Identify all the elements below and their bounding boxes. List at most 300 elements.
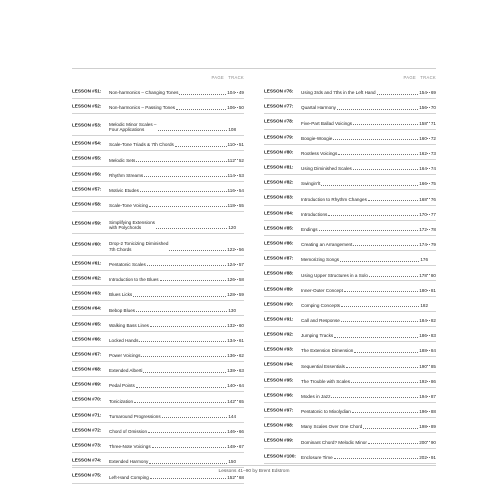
lesson-title: Creating an Arrangement	[301, 242, 353, 248]
page-number: 184	[419, 318, 427, 324]
track-number: 62	[238, 353, 244, 359]
page-number: 130	[228, 307, 236, 313]
lesson-number: LESSON #70:	[72, 396, 102, 402]
toc-entry	[109, 308, 244, 313]
toc-entry	[109, 122, 244, 133]
lesson-title: The Extension Dimension	[301, 348, 354, 354]
toc-row	[72, 136, 244, 151]
toc-entry	[301, 242, 436, 247]
lesson-number: LESSON #96:	[264, 392, 294, 398]
lesson-number: LESSON #58:	[72, 201, 102, 207]
lesson-number: LESSON #53:	[72, 122, 102, 128]
leader-dots	[353, 169, 418, 170]
toc-entry	[301, 455, 436, 460]
page-number: 104	[227, 90, 235, 96]
page-number: 116	[227, 188, 235, 194]
toc-row	[264, 190, 436, 205]
left-column	[72, 74, 244, 484]
toc-entry	[301, 333, 436, 338]
track-number: 50	[238, 105, 244, 111]
track-number: 87	[430, 394, 436, 400]
lesson-number: LESSON #77:	[264, 103, 294, 109]
page-number: 138	[227, 368, 235, 374]
track-number: 55	[238, 203, 244, 209]
toc-row	[72, 256, 244, 271]
toc-row	[72, 438, 244, 453]
track-number: 53	[238, 172, 244, 178]
toc-row	[264, 114, 436, 129]
leader-dots	[319, 230, 419, 231]
leader-dots	[368, 443, 418, 444]
toc-row	[72, 347, 244, 362]
lesson-title: Extended Harmony	[109, 459, 149, 465]
lesson-number: LESSON #84:	[264, 209, 294, 215]
leader-dots	[136, 161, 226, 162]
lesson-number: LESSON #75:	[72, 472, 102, 478]
toc-row	[264, 388, 436, 403]
page-number: 108	[228, 127, 236, 133]
toc-row	[72, 377, 244, 392]
lesson-number: LESSON #78:	[264, 118, 294, 124]
page-header: PAGE	[211, 75, 224, 80]
toc-entry	[109, 368, 244, 373]
toc-row	[264, 160, 436, 175]
toc-entry	[301, 273, 436, 278]
toc-row	[264, 130, 436, 145]
lesson-number: LESSON #74:	[72, 457, 102, 463]
toc-row	[264, 449, 436, 464]
toc-entry	[301, 212, 436, 217]
leader-dots	[149, 463, 227, 464]
leader-dots	[144, 176, 226, 177]
lesson-title: Chord of Omission	[109, 429, 148, 435]
lesson-title: Non-harmonics – Changing Tones	[109, 90, 179, 96]
toc-entry	[109, 277, 244, 282]
lesson-number: LESSON #88:	[264, 270, 294, 276]
lesson-title: Endings	[301, 226, 318, 232]
track-number: 67	[238, 444, 244, 450]
page-number: 120	[228, 225, 236, 230]
toc-row	[72, 151, 244, 166]
track-number: 72	[430, 135, 436, 141]
page-number: 126	[227, 277, 235, 283]
track-number: 51	[238, 142, 244, 148]
leader-dots	[363, 428, 418, 429]
toc-row	[72, 286, 244, 301]
track-number: 66	[238, 429, 244, 435]
leader-dots	[150, 326, 226, 327]
lesson-number: LESSON #52:	[72, 103, 102, 109]
page-header: PAGE	[403, 75, 416, 80]
lesson-number: LESSON #71:	[72, 411, 102, 417]
lesson-number: LESSON #62:	[72, 275, 102, 281]
toc-entry	[109, 173, 244, 178]
track-number: 88	[430, 409, 436, 415]
page-number: 112	[227, 157, 235, 163]
toc-entry	[109, 90, 244, 95]
page-number: 192	[419, 378, 427, 384]
lesson-title: Bebop Blues	[109, 307, 136, 313]
lesson-number: LESSON #66:	[72, 336, 102, 342]
toc-row	[72, 316, 244, 331]
lesson-number: LESSON #89:	[264, 285, 294, 291]
toc-entry	[109, 338, 244, 343]
toc-entry	[301, 303, 436, 308]
lesson-title: Scale-Tone Triads & 7th Chords	[109, 142, 174, 148]
lesson-title: Swingin'lt	[301, 181, 321, 187]
leader-dots	[353, 124, 418, 125]
toc-row	[72, 423, 244, 438]
toc-row	[72, 114, 244, 136]
lesson-number: LESSON #51:	[72, 88, 102, 94]
leader-dots	[152, 447, 227, 448]
page-number: 182	[420, 302, 428, 308]
lesson-number: LESSON #92:	[264, 331, 294, 337]
track-number: 65	[238, 398, 244, 404]
lesson-title: Melodic Minor Scales –	[109, 121, 157, 127]
page-number: 170	[419, 211, 427, 217]
leader-dots	[334, 458, 419, 459]
lesson-number: LESSON #56:	[72, 170, 102, 176]
toc-entry	[301, 105, 436, 110]
page-number: 162	[419, 151, 427, 157]
toc-entry	[109, 241, 244, 252]
page-number: 148	[227, 444, 235, 450]
page-number: 124	[227, 261, 235, 267]
toc-row	[264, 312, 436, 327]
toc-entry	[109, 399, 244, 404]
track-number: 80	[430, 272, 436, 278]
lesson-title: Five-Part Ballad Voicings	[301, 120, 353, 126]
page-number: 150	[228, 459, 236, 465]
toc-entry	[301, 121, 436, 126]
toc-row	[72, 271, 244, 286]
lesson-title: Using Upper Structures in a Solo	[301, 272, 368, 278]
toc-entry	[109, 292, 244, 297]
toc-entry	[109, 323, 244, 328]
track-number: 77	[430, 211, 436, 217]
toc-row	[264, 266, 436, 281]
page-number: 128	[227, 292, 235, 298]
leader-dots	[328, 215, 418, 216]
lesson-title: Using 3rds and 7ths in the Left Hand	[301, 90, 376, 96]
leader-dots	[160, 280, 227, 281]
page-number: 146	[227, 429, 235, 435]
lesson-title: Simplifying Extensions	[109, 219, 155, 225]
column-header	[72, 74, 244, 84]
leader-dots	[331, 397, 418, 398]
toc-entry	[301, 379, 436, 384]
toc-row	[264, 418, 436, 433]
toc-row	[72, 84, 244, 99]
lesson-title: Non-harmonics – Passing Tones	[109, 105, 176, 111]
track-number: 79	[430, 242, 436, 248]
track-number: 82	[430, 318, 436, 324]
lesson-number: LESSON #61:	[72, 260, 102, 266]
toc-row	[264, 297, 436, 312]
page-number: 156	[419, 105, 427, 111]
lesson-number: LESSON #86:	[264, 240, 294, 246]
toc-row	[72, 212, 244, 234]
toc-row	[72, 408, 244, 423]
lesson-number: LESSON #82:	[264, 179, 294, 185]
lesson-number: LESSON #97:	[264, 407, 294, 413]
page-number: 140	[227, 383, 235, 389]
lesson-title: Many Scales Over One Chord	[301, 424, 363, 430]
lesson-number: LESSON #65:	[72, 320, 102, 326]
lesson-title: Three-Note Voicings	[109, 444, 151, 450]
toc-row	[72, 167, 244, 182]
toc-entry	[109, 429, 244, 434]
page-number: 160	[419, 135, 427, 141]
lesson-number: LESSON #81:	[264, 164, 294, 170]
track-number: 75	[430, 181, 436, 187]
lesson-title-line2: Four Applications	[109, 127, 145, 133]
toc-row	[264, 433, 436, 448]
leader-dots	[344, 291, 418, 292]
track-number: 71	[430, 120, 436, 126]
track-number: 76	[430, 196, 436, 202]
page-number: 200	[419, 439, 427, 445]
toc-row	[72, 392, 244, 407]
leader-dots	[340, 261, 419, 262]
leader-dots	[353, 245, 418, 246]
track-number: 83	[430, 333, 436, 339]
lesson-title: Left-Hand Comping	[109, 474, 149, 480]
toc-entry	[301, 409, 436, 414]
page-number: 180	[419, 287, 427, 293]
track-number: 81	[430, 287, 436, 293]
lesson-title: Rhythm Streams	[109, 172, 144, 178]
page-number: 188	[419, 348, 427, 354]
toc-entry	[301, 166, 436, 171]
page-number: 186	[419, 333, 427, 339]
track-number: 90	[430, 439, 436, 445]
lesson-title: Sequential Essentials	[301, 363, 345, 369]
page-number: 174	[419, 242, 427, 248]
track-number: 59	[238, 292, 244, 298]
page-number: 110	[227, 142, 235, 148]
toc-row	[264, 403, 436, 418]
toc-entry	[301, 257, 436, 262]
lesson-title: Call and Response	[301, 318, 340, 324]
page-number: 198	[419, 424, 427, 430]
track-number: 85	[430, 363, 436, 369]
toc-row	[264, 327, 436, 342]
leader-dots	[169, 250, 226, 251]
page-number: 176	[420, 257, 428, 263]
toc-entry	[109, 383, 244, 388]
leader-dots	[141, 356, 226, 357]
leader-dots	[139, 341, 226, 342]
track-number: 74	[430, 166, 436, 172]
toc-entry	[301, 90, 436, 95]
toc-row	[264, 99, 436, 114]
leader-dots	[136, 387, 226, 388]
right-column	[264, 74, 436, 484]
toc-entry	[109, 203, 244, 208]
toc-entry	[109, 414, 244, 419]
toc-row	[72, 362, 244, 377]
lesson-title: Power Voicings	[109, 353, 141, 359]
page-number: 196	[419, 409, 427, 415]
page-number: 134	[227, 337, 235, 343]
lesson-number: LESSON #59:	[72, 219, 102, 225]
lesson-number: LESSON #98:	[264, 422, 294, 428]
toc-row	[72, 453, 244, 468]
lesson-title: Inner-Outer Concept	[301, 287, 343, 293]
toc-row	[264, 206, 436, 221]
lesson-number: LESSON #100:	[264, 452, 296, 458]
page-number: 142	[227, 398, 235, 404]
toc-row	[72, 332, 244, 347]
lesson-title: Turnaround Progressions	[109, 413, 161, 419]
lesson-title: Drop-2 Tonicizing Diminished	[109, 241, 169, 247]
lesson-number: LESSON #91:	[264, 316, 294, 322]
toc-row	[72, 234, 244, 256]
leader-dots	[179, 94, 226, 95]
track-number: 63	[238, 368, 244, 374]
toc-row	[264, 84, 436, 99]
lesson-title: Quartal Harmony	[301, 105, 336, 111]
toc-row	[264, 175, 436, 190]
toc-entry	[109, 220, 244, 231]
page-number: 136	[227, 353, 235, 359]
top-rule	[72, 68, 436, 69]
lesson-title: Scale-Tone Voicing	[109, 203, 149, 209]
page-number: 152	[227, 474, 235, 480]
toc-entry	[301, 151, 436, 156]
lesson-number: LESSON #80:	[264, 149, 294, 155]
lesson-title-line2: with Polychords	[109, 225, 142, 230]
lesson-number: LESSON #87:	[264, 255, 294, 261]
toc-entry	[301, 318, 436, 323]
track-number: 54	[238, 188, 244, 194]
page-number: 202	[419, 454, 427, 460]
toc-entry	[109, 353, 244, 358]
track-number: 60	[238, 322, 244, 328]
leader-dots	[162, 417, 228, 418]
lesson-title: Jumping Tracks	[301, 333, 334, 339]
leader-dots	[156, 228, 227, 229]
toc-entry	[109, 142, 244, 147]
page-number: 194	[419, 394, 427, 400]
toc-row	[264, 236, 436, 251]
leader-dots	[133, 296, 226, 297]
lesson-number: LESSON #76:	[264, 88, 294, 94]
lesson-title: Tonicization	[109, 398, 134, 404]
leader-dots	[354, 352, 418, 353]
lesson-number: LESSON #60:	[72, 241, 102, 247]
toc-row	[264, 251, 436, 266]
lesson-title: The Trouble with Scales	[301, 378, 351, 384]
lesson-title: Pedal Points	[109, 383, 135, 389]
toc-entry	[301, 288, 436, 293]
column-header	[264, 74, 436, 84]
page-number: 190	[419, 363, 427, 369]
lesson-number: LESSON #90:	[264, 301, 294, 307]
toc-entry	[109, 444, 244, 449]
toc-row	[264, 373, 436, 388]
page-number: 178	[419, 272, 427, 278]
toc-entry	[301, 136, 436, 141]
lesson-number: LESSON #99:	[264, 437, 294, 443]
track-number: 61	[238, 337, 244, 343]
track-number: 91	[430, 454, 436, 460]
toc-row	[264, 145, 436, 160]
page-number: 118	[227, 203, 235, 209]
toc-entry	[301, 348, 436, 353]
lesson-title: Extended Alberti	[109, 368, 143, 374]
lesson-number: LESSON #95:	[264, 376, 294, 382]
leader-dots	[341, 306, 419, 307]
lesson-number: LESSON #69:	[72, 381, 102, 387]
lesson-number: LESSON #85:	[264, 225, 294, 231]
track-number: 69	[430, 90, 436, 96]
page-number: 106	[227, 105, 235, 111]
leader-dots	[341, 321, 418, 322]
leader-dots	[175, 146, 227, 147]
toc-entry	[109, 262, 244, 267]
leader-dots	[140, 191, 227, 192]
toc-entry	[301, 197, 436, 202]
lesson-number: LESSON #73:	[72, 442, 102, 448]
track-number: 64	[238, 383, 244, 389]
track-number: 57	[238, 261, 244, 267]
leader-dots	[351, 382, 418, 383]
lesson-number: LESSON #72:	[72, 427, 102, 433]
leader-dots	[337, 109, 418, 110]
footer-credit: Lessons 41–90 by Brent Edstrom	[218, 469, 290, 474]
track-number: 49	[238, 90, 244, 96]
track-number: 78	[430, 226, 436, 232]
lesson-title-line2: 7th Chords	[109, 246, 132, 252]
page-number: 168	[419, 196, 427, 202]
toc-row	[264, 342, 436, 357]
leader-dots	[369, 276, 418, 277]
toc-entry	[301, 424, 436, 429]
page-number: 132	[227, 322, 235, 328]
lesson-title: Introduction to the Blues	[109, 277, 159, 283]
leader-dots	[334, 337, 418, 338]
leader-dots	[338, 154, 418, 155]
lesson-title: Enclosure Time	[301, 454, 333, 460]
track-number: 70	[430, 105, 436, 111]
lesson-number: LESSON #64:	[72, 305, 102, 311]
lesson-number: LESSON #83:	[264, 194, 294, 200]
toc-entry	[109, 188, 244, 193]
lesson-number: LESSON #67:	[72, 351, 102, 357]
bottom-rule	[72, 465, 436, 466]
page-number: 172	[419, 226, 427, 232]
track-number: 84	[430, 348, 436, 354]
lesson-title: Comping Concepts	[301, 302, 341, 308]
page-number: 158	[419, 120, 427, 126]
toc-entry	[109, 158, 244, 163]
lesson-title: Dominant Chord? Melodic Minor	[301, 439, 367, 445]
leader-dots	[321, 185, 418, 186]
leader-dots	[176, 109, 226, 110]
toc-row	[72, 301, 244, 316]
page-number: 164	[419, 166, 427, 172]
track-header: TRACK	[420, 75, 436, 80]
leader-dots	[158, 130, 228, 131]
lesson-title: Rootless Voicings	[301, 151, 338, 157]
toc-row	[72, 182, 244, 197]
lesson-number: LESSON #93:	[264, 346, 294, 352]
track-number: 86	[430, 378, 436, 384]
toc-row	[264, 357, 436, 372]
